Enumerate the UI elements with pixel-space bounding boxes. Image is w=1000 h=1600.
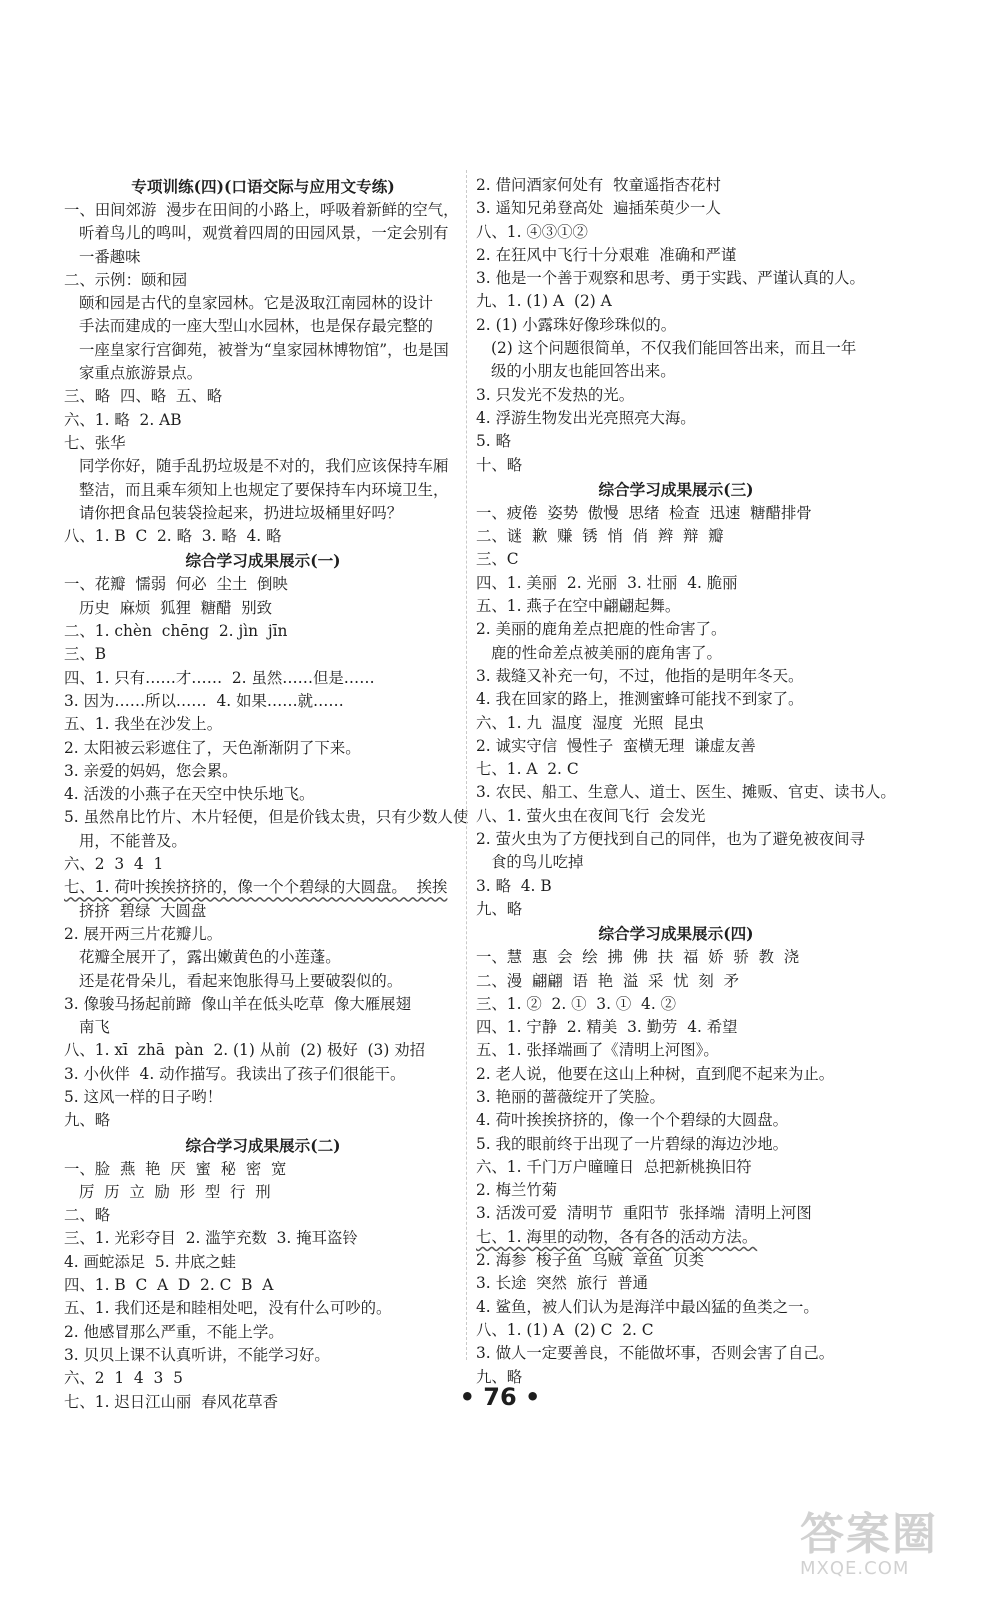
answer-line: 六、1. 九 温度 湿度 光照 昆虫 xyxy=(476,713,705,732)
answer-line: 2. 老人说，他要在这山上种树，直到爬不起来为止。 xyxy=(476,1064,835,1083)
answer-line: 二、1. chèn chēng 2. jìn jīn xyxy=(64,622,288,641)
answer-line: 3. 长途 突然 旅行 普通 xyxy=(476,1274,649,1293)
underlined-answer-text: 七、1. 荷叶挨挨挤挤的，像一个个碧绿的大圆盘。 挨挨 xyxy=(64,878,448,897)
answer-line: 一番趣味 xyxy=(79,247,141,266)
answer-line: 3. 只发光不发热的光。 xyxy=(476,385,635,404)
answer-line: 同学你好，随手乱扔垃圾是不对的，我们应该保持车厢 xyxy=(79,457,449,476)
answer-line: 2. 海参 梭子鱼 乌贼 章鱼 贝类 xyxy=(476,1251,705,1270)
answer-line: 3. 亲爱的妈妈，您会累。 xyxy=(64,761,238,780)
answer-line: 2. 展开两三片花瓣儿。 xyxy=(64,924,223,943)
column-divider xyxy=(466,170,467,1360)
answer-line: 用，不能普及。 xyxy=(79,831,187,850)
answer-line: 3. 他是一个善于观察和思考、勇于实践、严谨认真的人。 xyxy=(476,269,865,288)
answer-line: 一、慧 惠 会 绘 拂 佛 扶 福 娇 骄 教 浇 xyxy=(476,948,800,967)
answer-line: 4. 画蛇添足 5. 井底之蛙 xyxy=(64,1252,237,1271)
answer-line: 六、1. 略 2. AB xyxy=(64,410,182,429)
answer-line: 听着鸟儿的鸣叫，观赏着四周的田园风景，一定会别有 xyxy=(79,224,449,243)
answer-line: 九、略 xyxy=(476,1367,523,1386)
answer-line: 十、略 xyxy=(476,455,523,474)
answer-line: 九、略 xyxy=(476,899,523,918)
answer-line: 五、1. 燕子在空中翩翩起舞。 xyxy=(476,597,681,616)
answer-line: 八、1. 萤火虫在夜间飞行 会发光 xyxy=(476,806,706,825)
answer-line: 三、B xyxy=(64,645,107,664)
answer-line: 5. 虽然帛比竹片、木片轻便，但是价钱太贵，只有少数人使 xyxy=(64,808,469,827)
answer-line: 5. 这风一样的日子哟！ xyxy=(64,1087,223,1106)
answer-line: 3. 像骏马扬起前蹄 像山羊在低头吃草 像大雁展翅 xyxy=(64,994,411,1013)
answer-line: 三、1. ② 2. ① 3. ① 4. ② xyxy=(476,994,677,1013)
left-answer-column xyxy=(64,174,469,1414)
answer-line: 3. 小伙伴 4. 动作描写。我读出了孩子们很能干。 xyxy=(64,1064,406,1083)
answer-line: 七、1. A 2. C xyxy=(476,760,579,779)
answer-line: 整洁，而且乘车须知上也规定了要保持车内环境卫生， xyxy=(79,480,449,499)
answer-line: 3. 裁缝又补充一句，不过，他指的是明年冬天。 xyxy=(476,666,804,685)
answer-line: 2. 在狂风中飞行十分艰难 准确和严谨 xyxy=(476,245,737,264)
watermark-logo xyxy=(800,1509,980,1582)
answer-line: 还是花骨朵儿，看起来饱胀得马上要破裂似的。 xyxy=(79,971,403,990)
watermark-glyphs: 答案圈 xyxy=(800,1509,938,1560)
answer-line: 六、2 3 4 1 xyxy=(64,855,164,874)
right-answer-column xyxy=(476,174,896,1389)
answer-line: 六、2 1 4 3 5 xyxy=(64,1369,183,1388)
answer-line xyxy=(476,1226,876,1249)
answer-line: 五、1. 我坐在沙发上。 xyxy=(64,715,223,734)
answer-line: 五、1. 张择端画了《清明上河图》。 xyxy=(476,1041,719,1060)
answer-line: 5. 我的眼前终于出现了一片碧绿的海边沙地。 xyxy=(476,1134,788,1153)
answer-line: 一、疲倦 姿势 傲慢 思绪 检查 迅速 糖醋排骨 xyxy=(476,503,812,522)
answer-line: 八、1. B C 2. 略 3. 略 4. 略 xyxy=(64,527,282,546)
answer-line: 4. 我在回家的路上，推测蜜蜂可能找不到家了。 xyxy=(476,690,804,709)
answer-line xyxy=(64,876,462,899)
answer-line: 2. 他感冒那么严重，不能上学。 xyxy=(64,1322,284,1341)
answer-line: 鹿的性命差点被美丽的鹿角害了。 xyxy=(491,643,722,662)
answer-line: 二、略 xyxy=(64,1206,111,1225)
answer-line: 二、示例：颐和园 xyxy=(64,270,188,289)
answer-line: 级的小朋友也能回答出来。 xyxy=(491,362,676,381)
section-heading: 综合学习成果展示(三) xyxy=(598,479,754,499)
answer-line: 4. 浮游生物发出光亮照亮大海。 xyxy=(476,408,696,427)
answer-line: 八、1. ④③①② xyxy=(476,222,588,241)
answer-line: 3. 贝贝上课不认真听讲，不能学习好。 xyxy=(64,1345,330,1364)
answer-line: 二、漫 翩翩 语 艳 溢 采 忧 刻 矛 xyxy=(476,971,739,990)
answer-line: 2. 太阳被云彩遮住了，天色渐渐阴了下来。 xyxy=(64,738,361,757)
answer-line: 三、1. 光彩夺目 2. 滥竽充数 3. 掩耳盗铃 xyxy=(64,1229,358,1248)
section-heading: 专项训练(四)(口语交际与应用文专练) xyxy=(131,177,395,196)
answer-line: 二、谜 歉 赚 锈 悄 俏 辫 辩 瓣 xyxy=(476,527,724,546)
answer-line: 3. 活泼可爱 清明节 重阳节 张择端 清明上河图 xyxy=(476,1204,812,1223)
section-heading: 综合学习成果展示(二) xyxy=(185,1135,341,1155)
answer-line: 四、1. B C A D 2. C B A xyxy=(64,1276,274,1295)
answer-line: 2. 梅兰竹菊 xyxy=(476,1181,558,1200)
section-heading: 综合学习成果展示(四) xyxy=(598,924,754,944)
answer-line: 食的鸟儿吃掉 xyxy=(491,853,584,872)
answer-line: 3. 艳丽的蔷薇绽开了笑脸。 xyxy=(476,1087,665,1106)
answer-line: 2. 萤火虫为了方便找到自己的同伴，也为了避免被夜间寻 xyxy=(476,830,865,849)
answer-line: (2) 这个问题很简单，不仅我们能回答出来，而且一年 xyxy=(491,339,857,358)
answer-line: 三、略 四、略 五、略 xyxy=(64,387,223,406)
answer-line: 四、1. 宁静 2. 精美 3. 勤劳 4. 希望 xyxy=(476,1018,738,1037)
answer-line: 四、1. 美丽 2. 光丽 3. 壮丽 4. 脆丽 xyxy=(476,573,738,592)
answer-line: 一、花瓣 懦弱 何必 尘土 倒映 xyxy=(64,575,288,594)
answer-line: 2. 借问酒家何处有 牧童遥指杏花村 xyxy=(476,176,721,194)
answer-line: 家重点旅游景点。 xyxy=(79,364,203,383)
answer-line: 七、1. 迟日江山丽 春风花草香 xyxy=(64,1392,279,1411)
answer-line: 2. 美丽的鹿角差点把鹿的性命害了。 xyxy=(476,620,727,639)
answer-line: 挤挤 碧绿 大圆盘 xyxy=(79,901,207,920)
answer-line: 六、1. 千门万户曈曈日 总把新桃换旧符 xyxy=(476,1157,752,1176)
watermark-url: MXQE.COM xyxy=(800,1558,910,1579)
answer-line: 3. 做人一定要善良，不能做坏事，否则会害了自己。 xyxy=(476,1344,835,1363)
answer-line: 五、1. 我们还是和睦相处吧，没有什么可吵的。 xyxy=(64,1299,392,1318)
answer-line: 一座皇家行宫御苑，被誉为“皇家园林博物馆”，也是国 xyxy=(79,340,449,359)
answer-line: 3. 农民、船工、生意人、道士、医生、摊贩、官吏、读书人。 xyxy=(476,783,896,802)
answer-line: 一、脸 燕 艳 厌 蜜 秘 密 宽 xyxy=(64,1159,287,1178)
section-heading: 综合学习成果展示(一) xyxy=(185,551,341,571)
answer-line: 三、C xyxy=(476,550,519,569)
page-number: • 76 • xyxy=(459,1383,541,1411)
answer-line: 请你把食品包装袋捡起来，扔进垃圾桶里好吗？ xyxy=(79,503,403,522)
answer-line: 颐和园是古代的皇家园林。它是汲取江南园林的设计 xyxy=(79,294,433,313)
answer-line: 七、张华 xyxy=(64,433,126,452)
answer-line: 八、1. (1) A (2) C 2. C xyxy=(476,1320,654,1339)
answer-line: 3. 遥知兄弟登高处 遍插茱萸少一人 xyxy=(476,199,721,218)
answer-line: 历史 麻烦 狐狸 糖醋 别致 xyxy=(79,598,273,617)
answer-line: 四、1. 只有……才…… 2. 虽然……但是…… xyxy=(64,668,375,687)
answer-line: 3. 略 4. B xyxy=(476,876,552,895)
answer-line: 手法而建成的一座大型山水园林，也是保存最完整的 xyxy=(79,317,433,336)
answer-line: 2. (1) 小露珠好像珍珠似的。 xyxy=(476,315,677,334)
underlined-answer-text: 七、1. 海里的动物，各有各的活动方法。 xyxy=(476,1227,758,1246)
answer-line: 九、略 xyxy=(64,1111,111,1130)
answer-line: 5. 略 xyxy=(476,432,511,451)
answer-line: 2. 诚实守信 慢性子 蛮横无理 谦虚友善 xyxy=(476,736,756,755)
answer-line: 3. 因为……所以…… 4. 如果……就…… xyxy=(64,691,344,710)
answer-line: 八、1. xī zhā pàn 2. (1) 从前 (2) 极好 (3) 劝招 xyxy=(64,1041,426,1060)
answer-line: 厉 历 立 励 形 型 行 刑 xyxy=(79,1182,271,1201)
answer-line: 一、田间郊游 漫步在田间的小路上，呼吸着新鲜的空气， xyxy=(64,201,459,219)
answer-line: 4. 鲨鱼，被人们认为是海洋中最凶猛的鱼类之一。 xyxy=(476,1297,819,1316)
answer-line: 4. 荷叶挨挨挤挤的，像一个个碧绿的大圆盘。 xyxy=(476,1111,788,1130)
answer-line: 九、1. (1) A (2) A xyxy=(476,292,612,311)
answer-line: 4. 活泼的小燕子在天空中快乐地飞。 xyxy=(64,785,315,804)
answer-line: 南飞 xyxy=(79,1018,110,1037)
answer-line: 花瓣全展开了，露出嫩黄色的小莲蓬。 xyxy=(79,948,341,967)
